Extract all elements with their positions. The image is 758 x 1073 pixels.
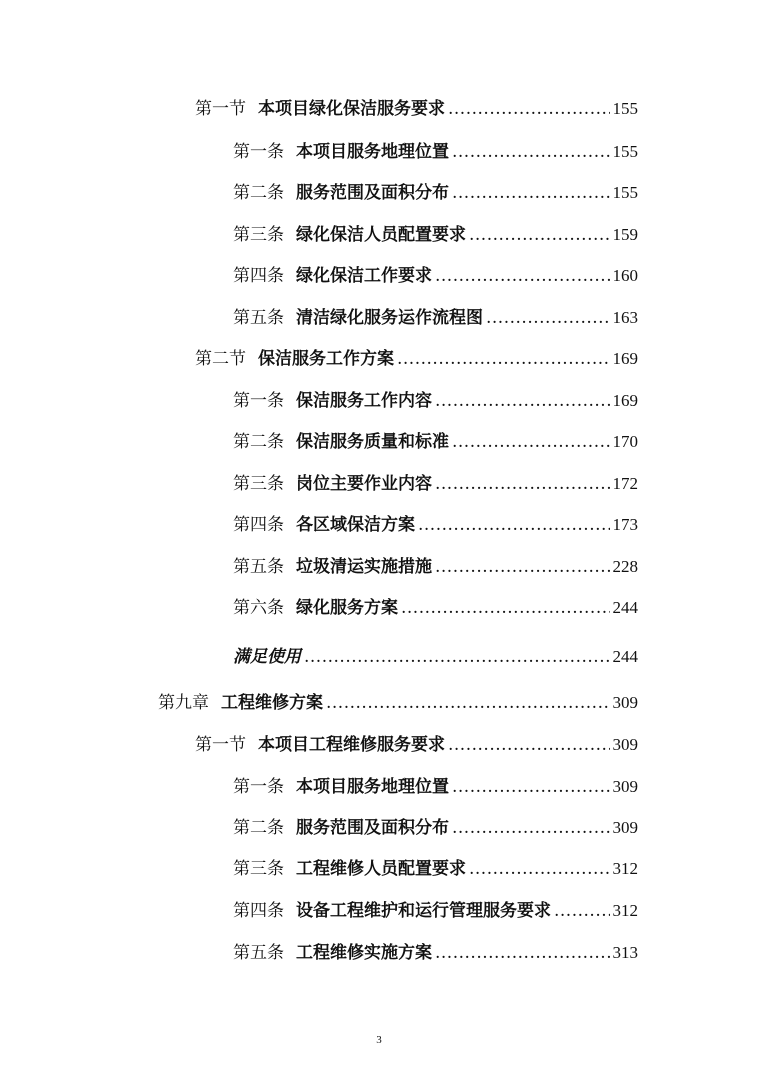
toc-entry-title: 保洁服务工作内容 [296, 391, 432, 411]
toc-entry-title: 绿化保洁工作要求 [296, 266, 432, 286]
toc-entry-title: 绿化保洁人员配置要求 [296, 225, 466, 245]
toc-dot-leader [397, 346, 610, 372]
toc-entry-page: 172 [612, 474, 638, 493]
toc-entry-page: 244 [612, 647, 638, 666]
toc-dot-leader [304, 644, 610, 670]
toc-entry-page: 312 [612, 901, 638, 920]
toc-entry-number: 第三条 [233, 474, 284, 494]
toc-dot-leader [418, 512, 610, 538]
toc-entry-title: 本项目工程维修服务要求 [258, 735, 445, 755]
toc-entry-number: 第四条 [233, 266, 284, 286]
toc-dot-leader [435, 471, 610, 497]
toc-entry-number: 第一节 [195, 99, 246, 119]
toc-dot-leader [448, 732, 610, 758]
toc-entry [233, 512, 638, 538]
toc-entry-title: 满足使用 [233, 647, 301, 667]
toc-dot-leader [486, 305, 610, 331]
toc-entry-page: 312 [612, 859, 638, 878]
toc-entry-title: 本项目服务地理位置 [296, 142, 449, 162]
toc-entry-title: 清洁绿化服务运作流程图 [296, 308, 483, 328]
toc-dot-leader [448, 96, 610, 122]
toc-entry-number: 第五条 [233, 308, 284, 328]
toc-dot-leader [401, 595, 610, 621]
toc-entry [195, 346, 638, 372]
toc-dot-leader [554, 898, 610, 924]
toc-entry-title: 垃圾清运实施措施 [296, 557, 432, 577]
toc-entry [195, 96, 638, 122]
toc-entry-title: 保洁服务质量和标准 [296, 432, 449, 452]
toc-entry-page: 155 [612, 142, 638, 161]
toc-entry-title: 服务范围及面积分布 [296, 183, 449, 203]
toc-entry-title: 本项目绿化保洁服务要求 [258, 99, 445, 119]
page-number: 3 [376, 1034, 382, 1046]
toc-entry-page: 160 [612, 266, 638, 285]
toc-entry-title: 服务范围及面积分布 [296, 818, 449, 838]
toc-dot-leader [469, 856, 610, 882]
toc-entry [233, 940, 638, 966]
toc-dot-leader [326, 690, 610, 716]
toc-entry-title: 绿化服务方案 [296, 598, 398, 618]
toc-entry-page: 309 [612, 818, 638, 837]
toc-entry-number: 第二节 [195, 349, 246, 369]
toc-entry [195, 732, 638, 758]
toc-dot-leader [435, 388, 610, 414]
toc-entry-title: 各区域保洁方案 [296, 515, 415, 535]
toc-dot-leader [452, 774, 610, 800]
toc-entry-number: 第二条 [233, 183, 284, 203]
toc-entry-number: 第三条 [233, 225, 284, 245]
toc-entry-title: 工程维修人员配置要求 [296, 859, 466, 879]
toc-entry [233, 595, 638, 621]
toc-entry [233, 644, 638, 670]
toc-entry-number: 第六条 [233, 598, 284, 618]
toc-entry-page: 309 [612, 735, 638, 754]
toc-entry [233, 471, 638, 497]
toc-entry-number: 第一条 [233, 391, 284, 411]
toc-entry [233, 856, 638, 882]
toc-entry-number: 第五条 [233, 557, 284, 577]
toc-dot-leader [452, 815, 610, 841]
toc-entry-number: 第二条 [233, 818, 284, 838]
toc-entry-number: 第四条 [233, 901, 284, 921]
toc-entry [233, 774, 638, 800]
toc-entry-page: 244 [612, 598, 638, 617]
toc-entry-page: 309 [612, 777, 638, 796]
toc-entry [233, 388, 638, 414]
toc-entry [233, 263, 638, 289]
toc-entry-title: 保洁服务工作方案 [258, 349, 394, 369]
toc-dot-leader [435, 554, 610, 580]
toc-entry-number: 第一节 [195, 735, 246, 755]
toc-dot-leader [452, 139, 610, 165]
toc-entry-number: 第四条 [233, 515, 284, 535]
toc-entry [233, 429, 638, 455]
toc-entry-page: 155 [612, 183, 638, 202]
toc-entry [233, 554, 638, 580]
toc-entry-title: 工程维修实施方案 [296, 943, 432, 963]
toc-entry-number: 第二条 [233, 432, 284, 452]
toc-entry-number: 第三条 [233, 859, 284, 879]
toc-entry-page: 228 [612, 557, 638, 576]
toc-entry [233, 898, 638, 924]
toc-entry-page: 309 [612, 693, 638, 712]
toc-entry [233, 139, 638, 165]
toc-entry [233, 305, 638, 331]
toc-entry-title: 设备工程维护和运行管理服务要求 [296, 901, 551, 921]
toc-entry-page: 169 [612, 349, 638, 368]
toc-entry-page: 169 [612, 391, 638, 410]
toc-entry-title: 本项目服务地理位置 [296, 777, 449, 797]
toc-entry-page: 155 [612, 99, 638, 118]
toc-dot-leader [452, 180, 610, 206]
toc-dot-leader [452, 429, 610, 455]
toc-entry-number: 第五条 [233, 943, 284, 963]
toc-entry-page: 159 [612, 225, 638, 244]
toc-entry [233, 815, 638, 841]
toc-entry-title: 工程维修方案 [221, 693, 323, 713]
toc-entry-title: 岗位主要作业内容 [296, 474, 432, 494]
toc-dot-leader [435, 263, 610, 289]
toc-entry-number: 第一条 [233, 777, 284, 797]
toc-entry-page: 170 [612, 432, 638, 451]
toc-entry-number: 第一条 [233, 142, 284, 162]
toc-entry-page: 163 [612, 308, 638, 327]
toc-entry-page: 173 [612, 515, 638, 534]
toc-dot-leader [469, 222, 610, 248]
toc-entry-number: 第九章 [158, 693, 209, 713]
toc-entry [233, 180, 638, 206]
toc-entry-page: 313 [612, 943, 638, 962]
toc-dot-leader [435, 940, 610, 966]
toc-entry [158, 690, 638, 716]
toc-entry [233, 222, 638, 248]
